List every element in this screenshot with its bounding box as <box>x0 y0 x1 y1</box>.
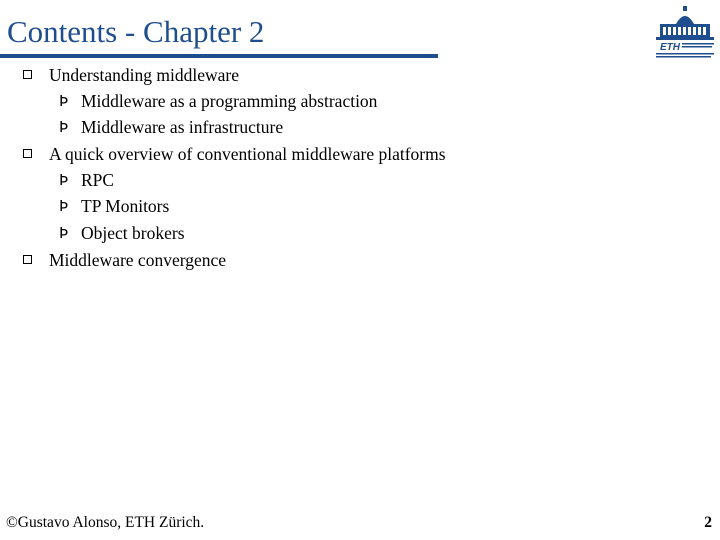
sub-bullet-text: RPC <box>81 170 115 190</box>
bullet-text: Understanding middleware <box>49 65 240 85</box>
arrow-bullet-icon: Þ <box>59 171 69 189</box>
sub-bullet-item <box>59 195 170 217</box>
slide-title: Contents - Chapter 2 <box>7 14 265 49</box>
eth-logo <box>652 2 718 60</box>
eth-logo-text: ETH <box>660 42 680 53</box>
sub-bullet-item <box>59 169 115 191</box>
square-bullet-icon <box>23 70 32 79</box>
bullet-item <box>49 249 226 271</box>
sub-bullet-text: Middleware as a programming abstraction <box>81 91 378 111</box>
bullet-item <box>49 64 239 86</box>
bullet-item <box>49 143 446 165</box>
sub-bullet-item <box>59 222 185 244</box>
arrow-bullet-icon: Þ <box>59 118 69 136</box>
arrow-bullet-icon: Þ <box>59 197 69 215</box>
sub-bullet-text: Object brokers <box>81 223 185 243</box>
sub-bullet-text: Middleware as infrastructure <box>81 117 284 137</box>
arrow-bullet-icon: Þ <box>59 224 69 242</box>
bullet-text: A quick overview of conventional middleware platforms <box>49 144 446 164</box>
bullet-text: Middleware convergence <box>49 250 227 270</box>
sub-bullet-item <box>59 116 284 138</box>
title-underline <box>0 54 438 58</box>
sub-bullet-text: TP Monitors <box>81 196 170 216</box>
eth-building-icon <box>652 2 718 60</box>
page-number: 2 <box>704 514 712 531</box>
arrow-bullet-icon: Þ <box>59 92 69 110</box>
footer-copyright: ©Gustavo Alonso, ETH Zürich. <box>6 514 205 531</box>
sub-bullet-item <box>59 90 378 112</box>
square-bullet-icon <box>23 149 32 158</box>
square-bullet-icon <box>23 255 32 264</box>
